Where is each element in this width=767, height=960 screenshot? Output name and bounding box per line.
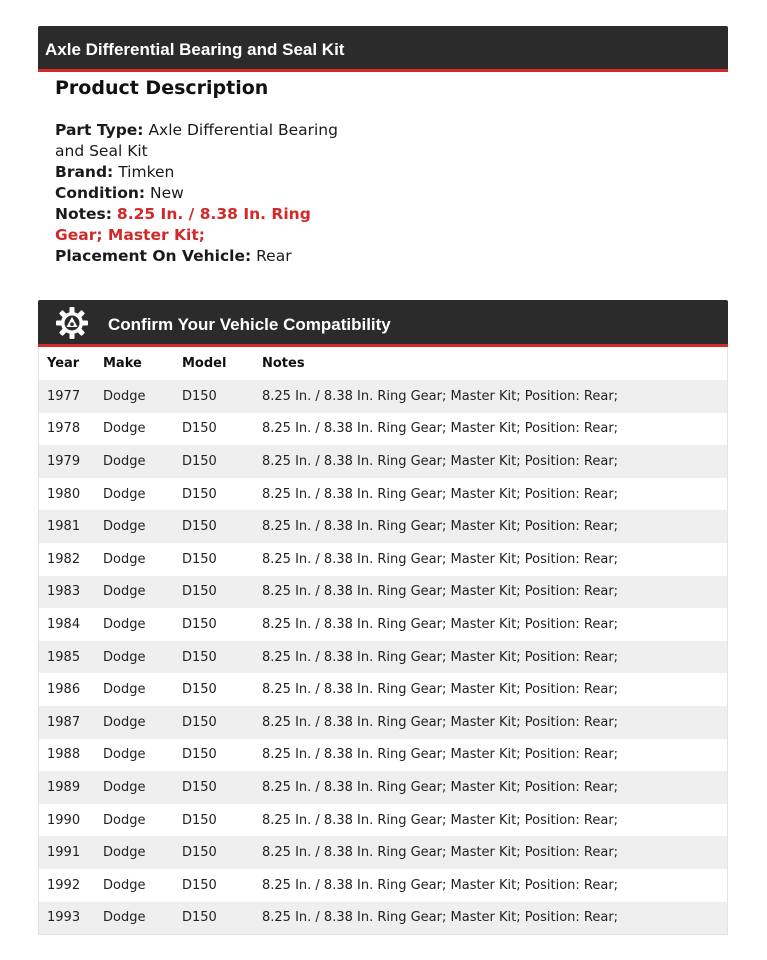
cell-year: 1993 [47, 910, 81, 926]
column-header-make: Make [103, 356, 142, 371]
cell-year: 1989 [47, 779, 81, 795]
cell-notes: 8.25 In. / 8.38 In. Ring Gear; Master Kit; Position: Rear; [262, 551, 619, 567]
cell-notes: 8.25 In. / 8.38 In. Ring Gear; Master Kit; Position: Rear; [262, 747, 619, 763]
cell-year: 1988 [47, 747, 81, 763]
cell-make: Dodge [103, 616, 146, 632]
cell-notes: 8.25 In. / 8.38 In. Ring Gear; Master Kit; Position: Rear; [262, 421, 619, 437]
part-type-value: Axle Differential Bearing and Seal Kit [55, 121, 338, 160]
cell-year: 1978 [47, 421, 81, 437]
placement-value: Rear [256, 247, 292, 265]
compatibility-table [38, 347, 728, 935]
cell-make: Dodge [103, 421, 146, 437]
table-row [39, 576, 727, 609]
cell-notes: 8.25 In. / 8.38 In. Ring Gear; Master Kit; Position: Rear; [262, 877, 619, 893]
cell-year: 1990 [47, 812, 81, 828]
cell-model: D150 [182, 779, 217, 795]
table-row [39, 478, 727, 511]
column-header-model: Model [182, 356, 227, 371]
brand-label: Brand: [55, 163, 114, 181]
part-type-label: Part Type: [55, 121, 144, 139]
cell-make: Dodge [103, 584, 146, 600]
brand-row [55, 162, 355, 183]
condition-value: New [150, 184, 184, 202]
compatibility-title: Confirm Your Vehicle Compatibility [108, 315, 391, 334]
compatibility-bar [38, 300, 728, 347]
cell-make: Dodge [103, 779, 146, 795]
cell-year: 1987 [47, 714, 81, 730]
notes-value: 8.25 In. / 8.38 In. Ring Gear; Master Kit; [55, 205, 311, 244]
cell-model: D150 [182, 877, 217, 893]
cell-model: D150 [182, 845, 217, 861]
cell-model: D150 [182, 388, 217, 404]
table-row [39, 413, 727, 446]
cell-year: 1983 [47, 584, 81, 600]
cell-year: 1979 [47, 453, 81, 469]
cell-notes: 8.25 In. / 8.38 In. Ring Gear; Master Kit; Position: Rear; [262, 779, 619, 795]
product-title: Axle Differential Bearing and Seal Kit [45, 40, 345, 59]
cell-model: D150 [182, 616, 217, 632]
table-row [39, 445, 727, 478]
table-row [39, 869, 727, 902]
condition-label: Condition: [55, 184, 146, 202]
cell-model: D150 [182, 649, 217, 665]
placement-row [55, 246, 355, 267]
cell-model: D150 [182, 682, 217, 698]
cell-notes: 8.25 In. / 8.38 In. Ring Gear; Master Kit; Position: Rear; [262, 453, 619, 469]
cell-make: Dodge [103, 453, 146, 469]
cell-model: D150 [182, 747, 217, 763]
cell-make: Dodge [103, 910, 146, 926]
cell-notes: 8.25 In. / 8.38 In. Ring Gear; Master Kit; Position: Rear; [262, 584, 619, 600]
cell-model: D150 [182, 910, 217, 926]
cell-year: 1980 [47, 486, 81, 502]
brand-value: Timken [118, 163, 175, 181]
table-row [39, 902, 727, 935]
cell-make: Dodge [103, 519, 146, 535]
cell-make: Dodge [103, 649, 146, 665]
part-type-row [55, 120, 355, 162]
cell-notes: 8.25 In. / 8.38 In. Ring Gear; Master Kit; Position: Rear; [262, 812, 619, 828]
cell-model: D150 [182, 584, 217, 600]
cell-notes: 8.25 In. / 8.38 In. Ring Gear; Master Kit; Position: Rear; [262, 649, 619, 665]
table-row [39, 836, 727, 869]
cell-year: 1977 [47, 388, 81, 404]
cell-notes: 8.25 In. / 8.38 In. Ring Gear; Master Kit; Position: Rear; [262, 845, 619, 861]
table-row [39, 804, 727, 837]
cell-notes: 8.25 In. / 8.38 In. Ring Gear; Master Kit; Position: Rear; [262, 519, 619, 535]
table-header-row [39, 347, 727, 380]
cell-make: Dodge [103, 486, 146, 502]
cell-make: Dodge [103, 714, 146, 730]
table-row [39, 510, 727, 543]
cell-notes: 8.25 In. / 8.38 In. Ring Gear; Master Kit; Position: Rear; [262, 910, 619, 926]
table-body [39, 380, 727, 934]
cell-model: D150 [182, 812, 217, 828]
cell-make: Dodge [103, 551, 146, 567]
cell-year: 1981 [47, 519, 81, 535]
cell-model: D150 [182, 714, 217, 730]
cell-model: D150 [182, 519, 217, 535]
column-header-year: Year [47, 356, 80, 371]
cell-make: Dodge [103, 812, 146, 828]
title-bar [38, 26, 728, 72]
cell-notes: 8.25 In. / 8.38 In. Ring Gear; Master Kit; Position: Rear; [262, 714, 619, 730]
table-row [39, 739, 727, 772]
table-row [39, 771, 727, 804]
cell-year: 1991 [47, 845, 81, 861]
column-header-notes: Notes [262, 356, 305, 371]
description-heading: Product Description [55, 77, 269, 99]
table-row [39, 608, 727, 641]
cell-model: D150 [182, 551, 217, 567]
table-row [39, 543, 727, 576]
notes-row [55, 204, 355, 246]
cell-make: Dodge [103, 877, 146, 893]
table-row [39, 380, 727, 413]
cell-notes: 8.25 In. / 8.38 In. Ring Gear; Master Kit; Position: Rear; [262, 616, 619, 632]
cell-year: 1982 [47, 551, 81, 567]
cell-make: Dodge [103, 682, 146, 698]
cell-year: 1986 [47, 682, 81, 698]
cell-make: Dodge [103, 388, 146, 404]
table-row [39, 706, 727, 739]
notes-label: Notes: [55, 205, 112, 223]
placement-label: Placement On Vehicle: [55, 247, 252, 265]
cell-year: 1984 [47, 616, 81, 632]
cell-notes: 8.25 In. / 8.38 In. Ring Gear; Master Kit; Position: Rear; [262, 388, 619, 404]
cell-notes: 8.25 In. / 8.38 In. Ring Gear; Master Kit; Position: Rear; [262, 682, 619, 698]
condition-row [55, 183, 355, 204]
cell-model: D150 [182, 453, 217, 469]
gear-icon [55, 306, 89, 340]
product-description [55, 120, 355, 267]
cell-model: D150 [182, 421, 217, 437]
cell-model: D150 [182, 486, 217, 502]
cell-year: 1992 [47, 877, 81, 893]
table-row [39, 641, 727, 674]
cell-make: Dodge [103, 845, 146, 861]
cell-make: Dodge [103, 747, 146, 763]
cell-year: 1985 [47, 649, 81, 665]
table-row [39, 673, 727, 706]
cell-notes: 8.25 In. / 8.38 In. Ring Gear; Master Kit; Position: Rear; [262, 486, 619, 502]
